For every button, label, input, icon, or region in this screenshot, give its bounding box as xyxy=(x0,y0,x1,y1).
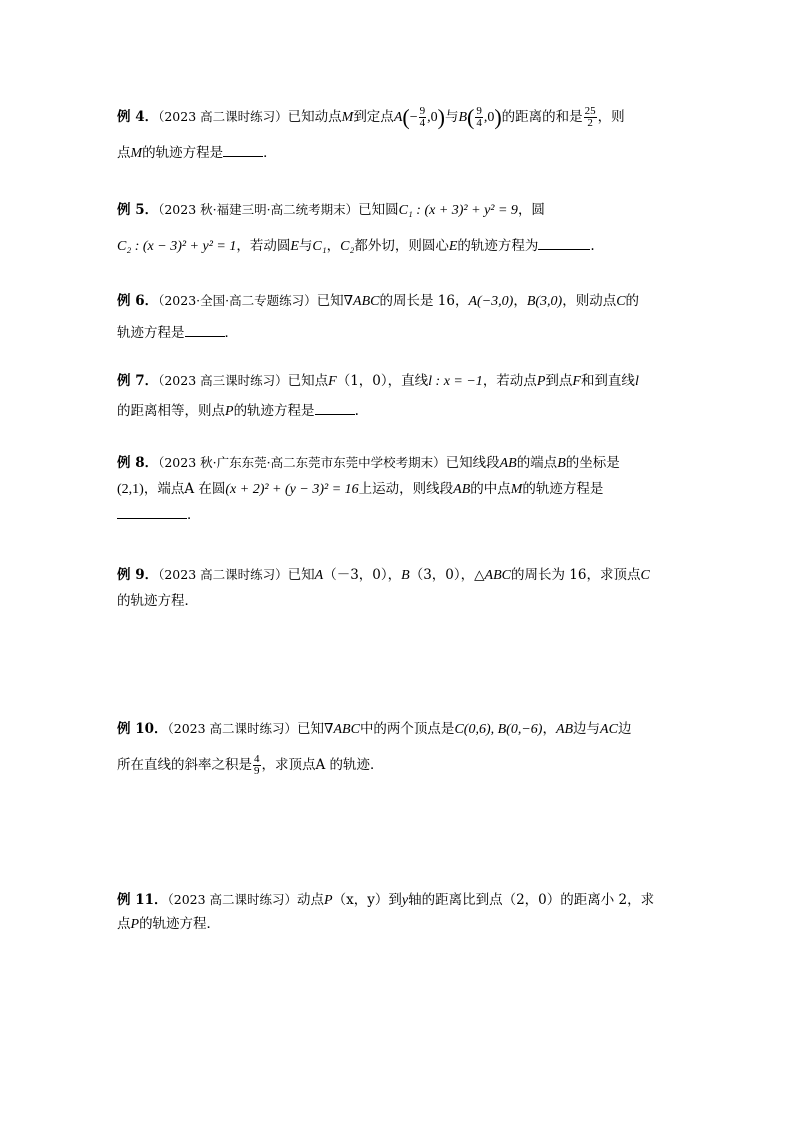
circle-equation: (x + 2)² + (y − 3)² = 16 xyxy=(225,482,359,497)
example-10-line-1: 例 10．（2023 高二课时练习）已知∇ABC中的两个顶点是C(0,6), B(0,−6)，AB边与AC边 xyxy=(117,721,632,737)
example-7-line-2: 的距离相等，则点P的轨迹方程是 . xyxy=(117,403,359,419)
example-4-line-1: 例 4．（2023 高二课时练习）已知动点M到定点A(− $\frac{9}{4}$ ,0)与B( $\frac{9}{4}$ ,0)的距离的和是 $\frac{25}{2}$ ，则 xyxy=(117,104,625,130)
example-label: 例 11． xyxy=(117,892,168,908)
example-label: 例 9． xyxy=(117,567,159,583)
example-8-line-1: 例 8．（2023 秋·广东东莞·高二东莞市东莞中学校考期末）已知线段AB的端点B的坐标是 xyxy=(117,455,620,471)
example-label: 例 7． xyxy=(117,373,159,389)
example-6-line-1: 例 6．（2023·全国·高二专题练习）已知∇ABC的周长是 16，A(−3,0)，B(3,0)，则动点C的 xyxy=(117,293,640,309)
answer-blank[interactable] xyxy=(185,324,225,337)
example-label: 例 10． xyxy=(117,721,168,737)
example-source: （2023 高二课时练习） xyxy=(167,892,298,907)
example-4-line-2: 点M的轨迹方程是 ． xyxy=(117,145,277,161)
example-9 xyxy=(117,564,679,612)
line-equation: l : x = −1 xyxy=(428,374,483,389)
example-5-line-1: 例 5．（2023 秋·福建三明·高二统考期末）已知圆C₁ : (x + 3)² + y² = 9，圆 xyxy=(117,202,545,218)
example-source: （2023 高三课时练习） xyxy=(158,373,288,388)
example-source: （2023 高二课时练习） xyxy=(158,109,288,124)
example-8 xyxy=(117,452,679,526)
example-9-line-2: 的轨迹方程． xyxy=(117,593,198,609)
answer-blank[interactable] xyxy=(538,237,590,250)
example-10 xyxy=(117,718,679,782)
vertex-points: C(0,6), B(0,−6) xyxy=(454,722,543,737)
example-label: 例 6． xyxy=(117,293,159,309)
example-label: 例 5． xyxy=(117,202,159,218)
example-source: （2023 高二课时练习） xyxy=(167,721,298,736)
example-label: 例 8． xyxy=(117,455,159,471)
example-7 xyxy=(117,370,679,422)
answer-blank[interactable] xyxy=(223,144,263,157)
example-source: （2023 高二课时练习） xyxy=(158,567,288,582)
example-source: （2023 秋·福建三明·高二统考期末） xyxy=(158,202,359,217)
example-6 xyxy=(117,290,679,344)
example-source: （2023·全国·高二专题练习） xyxy=(158,293,317,308)
fraction: $\frac{9}{4}$ xyxy=(419,105,426,129)
example-10-line-2: 所在直线的斜率之积是 $\frac{4}{9}$ ，求顶点A 的轨迹． xyxy=(117,753,384,777)
circle-c2-equation: C₂ : (x − 3)² + y² = 1 xyxy=(117,239,237,254)
example-source: （2023 秋·广东东莞·高二东莞市东莞中学校考期末） xyxy=(158,455,446,470)
fraction: $\frac{25}{2}$ xyxy=(584,105,596,129)
fraction: $\frac{4}{9}$ xyxy=(254,753,260,777)
circle-c1-equation: C₁ : (x + 3)² + y² = 9 xyxy=(398,203,518,218)
fraction: $\frac{9}{4}$ xyxy=(476,105,482,129)
example-8-line-2: (2,1)，端点A 在圆(x + 2)² + (y − 3)² = 16上运动，则线段AB的中点M的轨迹方程是 xyxy=(117,481,604,497)
example-4 xyxy=(117,100,679,164)
example-9-line-1: 例 9．（2023 高二课时练习）已知A（－3，0），B（3，0），△ABC的周长为 16，求顶点C xyxy=(117,567,650,583)
example-8-line-3: ． xyxy=(117,504,679,526)
example-5 xyxy=(117,199,679,257)
answer-blank[interactable] xyxy=(117,506,187,519)
example-11-line-2: 点P的轨迹方程． xyxy=(117,916,221,932)
example-11 xyxy=(117,889,679,935)
example-5-line-2: C₂ : (x − 3)² + y² = 1，若动圆E与C₁，C₂都外切，则圆心E的轨迹方程为 . xyxy=(117,238,595,254)
answer-blank[interactable] xyxy=(315,402,355,415)
example-label: 例 4． xyxy=(117,109,159,125)
example-7-line-1: 例 7．（2023 高三课时练习）已知点F（1，0），直线l : x = −1，若动点P到点F和到直线l xyxy=(117,373,639,389)
example-6-line-2: 轨迹方程是 ． xyxy=(117,325,238,341)
example-11-line-1: 例 11．（2023 高二课时练习）动点P（x，y）到y轴的距离比到点（2，0）的距离小 2，求 xyxy=(117,892,655,908)
